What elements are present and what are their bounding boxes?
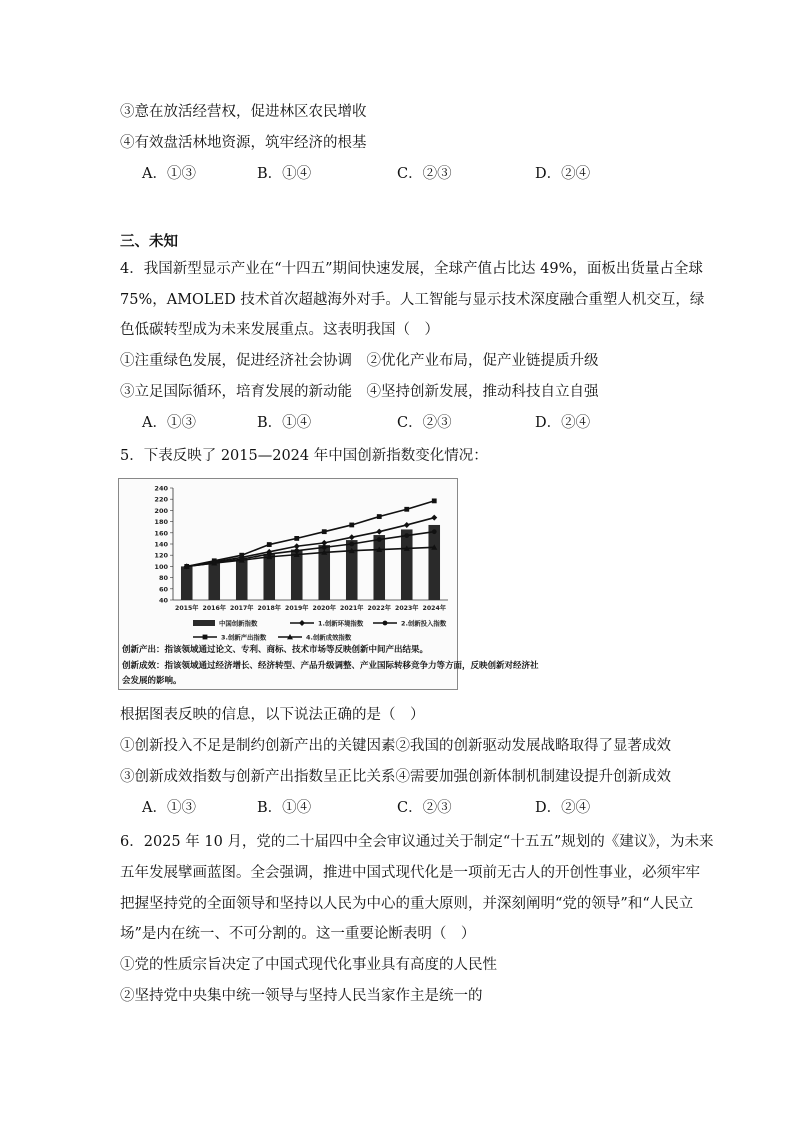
q6-stem-line-2: 五年发展擘画蓝图。全会强调，推进中国式现代化是一项前无古人的开创性事业，必须牢牢 xyxy=(120,865,700,881)
q4-choice-b[interactable]: B．①④ xyxy=(257,415,312,431)
x-tick-label: 2023年 xyxy=(395,605,419,612)
x-tick-label: 2019年 xyxy=(285,605,309,612)
q6-stem-line-3: 把握坚持党的全面领导和坚持以人民为中心的重大原则，并深刻阐明“党的领导”和“人民立 xyxy=(120,896,694,912)
q5-choice-a[interactable]: A．①③ xyxy=(142,800,196,816)
q5-note-effect-1: 创新成效：指该领域通过经济增长、经济转型、产品升级调整、产业国际转移竞争力等方面，反映创新对经济社 xyxy=(122,661,539,671)
q4-choice-a[interactable]: A．①③ xyxy=(142,415,196,431)
bar-2015年 xyxy=(181,566,193,600)
q3-option-4: ④有效盘活林地资源，筑牢经济的根基 xyxy=(120,135,367,151)
q6-stem-line-4: 场”是内在统一、不可分割的。这一重要论断表明（ ） xyxy=(120,926,476,942)
bar-2023年 xyxy=(401,529,413,600)
y-tick-label: 180 xyxy=(154,518,168,527)
q3-choice-a[interactable]: A．①③ xyxy=(142,166,196,182)
q5-note-output: 创新产出：指该领域通过论文、专利、商标、技术市场等反映创新中间产出结果。 xyxy=(122,645,429,655)
legend-swatch-bar xyxy=(193,620,215,626)
bar-2016年 xyxy=(208,563,220,600)
series-3-point xyxy=(349,523,354,528)
bar-2018年 xyxy=(263,554,275,600)
x-tick-label: 2022年 xyxy=(367,605,391,612)
q5-choice-c[interactable]: C．②③ xyxy=(397,800,452,816)
q6-option-1: ①党的性质宗旨决定了中国式现代化事业具有高度的人民性 xyxy=(120,957,497,973)
q5-options-line-2: ③创新成效指数与创新产出指数呈正比关系④需要加强创新体制机制建设提升创新成效 xyxy=(120,769,671,785)
series-3-point xyxy=(404,507,409,512)
q4-options-line-1: ①注重绿色发展，促进经济社会协调 ②优化产业布局，促产业链提质升级 xyxy=(120,353,599,369)
x-tick-label: 2018年 xyxy=(257,605,281,612)
q5-question: 根据图表反映的信息，以下说法正确的是（ ） xyxy=(120,707,425,723)
innovation-index-chart xyxy=(118,478,458,690)
q5-stem: 5．下表反映了 2015—2024 年中国创新指数变化情况： xyxy=(120,448,488,464)
q4-stem-line-3: 色低碳转型成为未来发展重点。这表明我国（ ） xyxy=(120,322,439,338)
q3-choice-b[interactable]: B．①④ xyxy=(257,166,312,182)
section-title: 三、未知 xyxy=(120,233,178,250)
y-tick-label: 60 xyxy=(158,585,168,594)
legend-label: 2.创新投入指数 xyxy=(401,619,447,628)
y-tick-label: 220 xyxy=(154,495,168,504)
legend-marker xyxy=(383,621,388,626)
y-tick-label: 140 xyxy=(154,540,168,549)
series-2-point xyxy=(404,533,409,538)
x-tick-label: 2017年 xyxy=(230,605,254,612)
q4-options-line-2: ③立足国际循环，培育发展的新动能 ④坚持创新发展，推动科技自立自强 xyxy=(120,384,599,400)
y-tick-label: 160 xyxy=(154,529,168,538)
x-tick-label: 2020年 xyxy=(312,605,336,612)
bar-2019年 xyxy=(291,550,303,600)
legend-label: 1.创新环境指数 xyxy=(318,619,364,628)
legend-label: 4.创新成效指数 xyxy=(306,633,352,642)
series-3-point xyxy=(267,542,272,547)
chart-svg xyxy=(118,478,458,690)
q3-choice-d[interactable]: D．②④ xyxy=(535,166,591,182)
legend-marker xyxy=(203,635,208,640)
q5-choice-d[interactable]: D．②④ xyxy=(535,800,591,816)
q5-note-effect-2: 会发展的影响。 xyxy=(122,676,182,686)
q3-choice-c[interactable]: C．②③ xyxy=(397,166,452,182)
series-3-point xyxy=(322,529,327,534)
series-3-point xyxy=(239,553,244,558)
x-tick-label: 2021年 xyxy=(340,605,364,612)
q6-stem-line-1: 6．2025 年 10 月，党的二十届四中全会审议通过关于制定“十五五”规划的《建议》，为未来 xyxy=(120,834,714,850)
legend-label: 3.创新产出指数 xyxy=(221,633,267,642)
x-tick-label: 2015年 xyxy=(175,605,199,612)
q6-option-2: ②坚持党中央集中统一领导与坚持人民当家作主是统一的 xyxy=(120,988,483,1004)
q4-choice-c[interactable]: C．②③ xyxy=(397,415,452,431)
y-tick-label: 80 xyxy=(158,574,168,583)
y-tick-label: 120 xyxy=(154,551,168,560)
legend-label: 中国创新指数 xyxy=(219,619,258,628)
bar-2022年 xyxy=(373,535,385,600)
series-3-point xyxy=(294,536,299,541)
q5-options-line-1: ①创新投入不足是制约创新产出的关键因素②我国的创新驱动发展战略取得了显著成效 xyxy=(120,738,671,754)
q4-stem-line-2: 75%，AMOLED 技术首次超越海外对手。人工智能与显示技术深度融合重塑人机交互，绿 xyxy=(120,292,705,308)
y-tick-label: 200 xyxy=(154,506,168,515)
series-2-point xyxy=(432,529,437,534)
y-tick-label: 40 xyxy=(158,596,168,605)
x-tick-label: 2024年 xyxy=(422,605,446,612)
q4-stem-line-1: 4．我国新型显示产业在“十四五”期间快速发展，全球产值占比达 49%，面板出货量占全球 xyxy=(120,261,703,277)
bar-2017年 xyxy=(236,560,248,600)
q3-option-3: ③意在放活经营权，促进林区农民增收 xyxy=(120,104,367,120)
y-tick-label: 100 xyxy=(154,562,168,571)
series-2-point xyxy=(349,542,354,547)
x-tick-label: 2016年 xyxy=(202,605,226,612)
bar-2024年 xyxy=(428,525,440,600)
q4-choice-d[interactable]: D．②④ xyxy=(535,415,591,431)
series-2-point xyxy=(322,545,327,550)
y-tick-label: 240 xyxy=(154,484,168,493)
q5-choice-b[interactable]: B．①④ xyxy=(257,800,312,816)
series-2-point xyxy=(377,537,382,542)
series-3-point xyxy=(432,498,437,503)
series-3-point xyxy=(377,514,382,519)
